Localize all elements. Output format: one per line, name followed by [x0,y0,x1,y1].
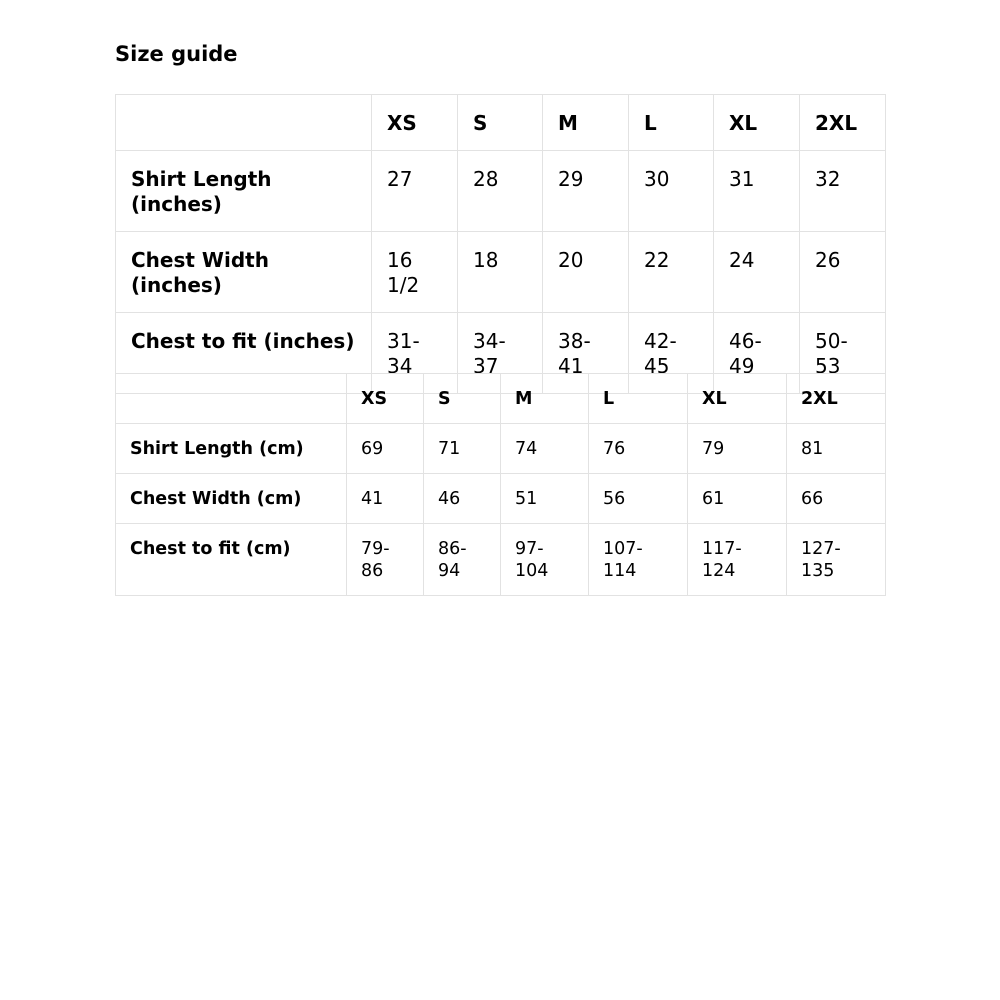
header-cell-empty [116,374,347,424]
table-cell: 31 [714,151,800,232]
table-row [116,424,886,474]
table-cell: 31-34 [372,313,458,394]
size-table-inches [115,94,886,394]
table-cell: 26 [800,232,886,313]
header-cell-2xl: 2XL [800,95,886,151]
table-cell: 79-86 [347,524,424,596]
table-cell: 81 [787,424,886,474]
table-row [116,524,886,596]
table-cell: 32 [800,151,886,232]
table-cell: 24 [714,232,800,313]
table-cell: 86-94 [424,524,501,596]
header-cell-empty [116,95,372,151]
table-cell: 61 [688,474,787,524]
table-cell: 74 [501,424,589,474]
table-cell: 76 [589,424,688,474]
table-cell: 79 [688,424,787,474]
page-title: Size guide [115,42,238,66]
table-cell: 69 [347,424,424,474]
table-cell: 38-41 [543,313,629,394]
table-cell: 46-49 [714,313,800,394]
row-label: Shirt Length (cm) [116,424,347,474]
table-cell: 18 [458,232,543,313]
table-cell: 56 [589,474,688,524]
header-cell-s: S [458,95,543,151]
table-cell: 51 [501,474,589,524]
header-cell-xl: XL [688,374,787,424]
header-cell-xs: XS [372,95,458,151]
header-cell-s: S [424,374,501,424]
table-cell: 30 [629,151,714,232]
table-cell: 117-124 [688,524,787,596]
header-cell-l: L [629,95,714,151]
table-cell: 50-53 [800,313,886,394]
table-cell: 27 [372,151,458,232]
row-label: Chest Width (inches) [116,232,372,313]
header-cell-xs: XS [347,374,424,424]
table-row [116,474,886,524]
table-cell: 107-114 [589,524,688,596]
table-cell: 97-104 [501,524,589,596]
table-cell: 22 [629,232,714,313]
header-cell-2xl: 2XL [787,374,886,424]
table-row [116,151,886,232]
table-cell: 16 1/2 [372,232,458,313]
row-label: Shirt Length (inches) [116,151,372,232]
row-label: Chest to fit (cm) [116,524,347,596]
table-row [116,232,886,313]
header-cell-m: M [543,95,629,151]
table-header-row [116,95,886,151]
table-cell: 66 [787,474,886,524]
table-cell: 34-37 [458,313,543,394]
table-cell: 127-135 [787,524,886,596]
row-label: Chest to fit (inches) [116,313,372,394]
size-table-cm [115,373,886,596]
table-cell: 28 [458,151,543,232]
header-cell-l: L [589,374,688,424]
table-cell: 42-45 [629,313,714,394]
table-cell: 41 [347,474,424,524]
row-label: Chest Width (cm) [116,474,347,524]
header-cell-m: M [501,374,589,424]
table-cell: 20 [543,232,629,313]
table-cell: 71 [424,424,501,474]
table-header-row [116,374,886,424]
header-cell-xl: XL [714,95,800,151]
table-cell: 46 [424,474,501,524]
table-cell: 29 [543,151,629,232]
